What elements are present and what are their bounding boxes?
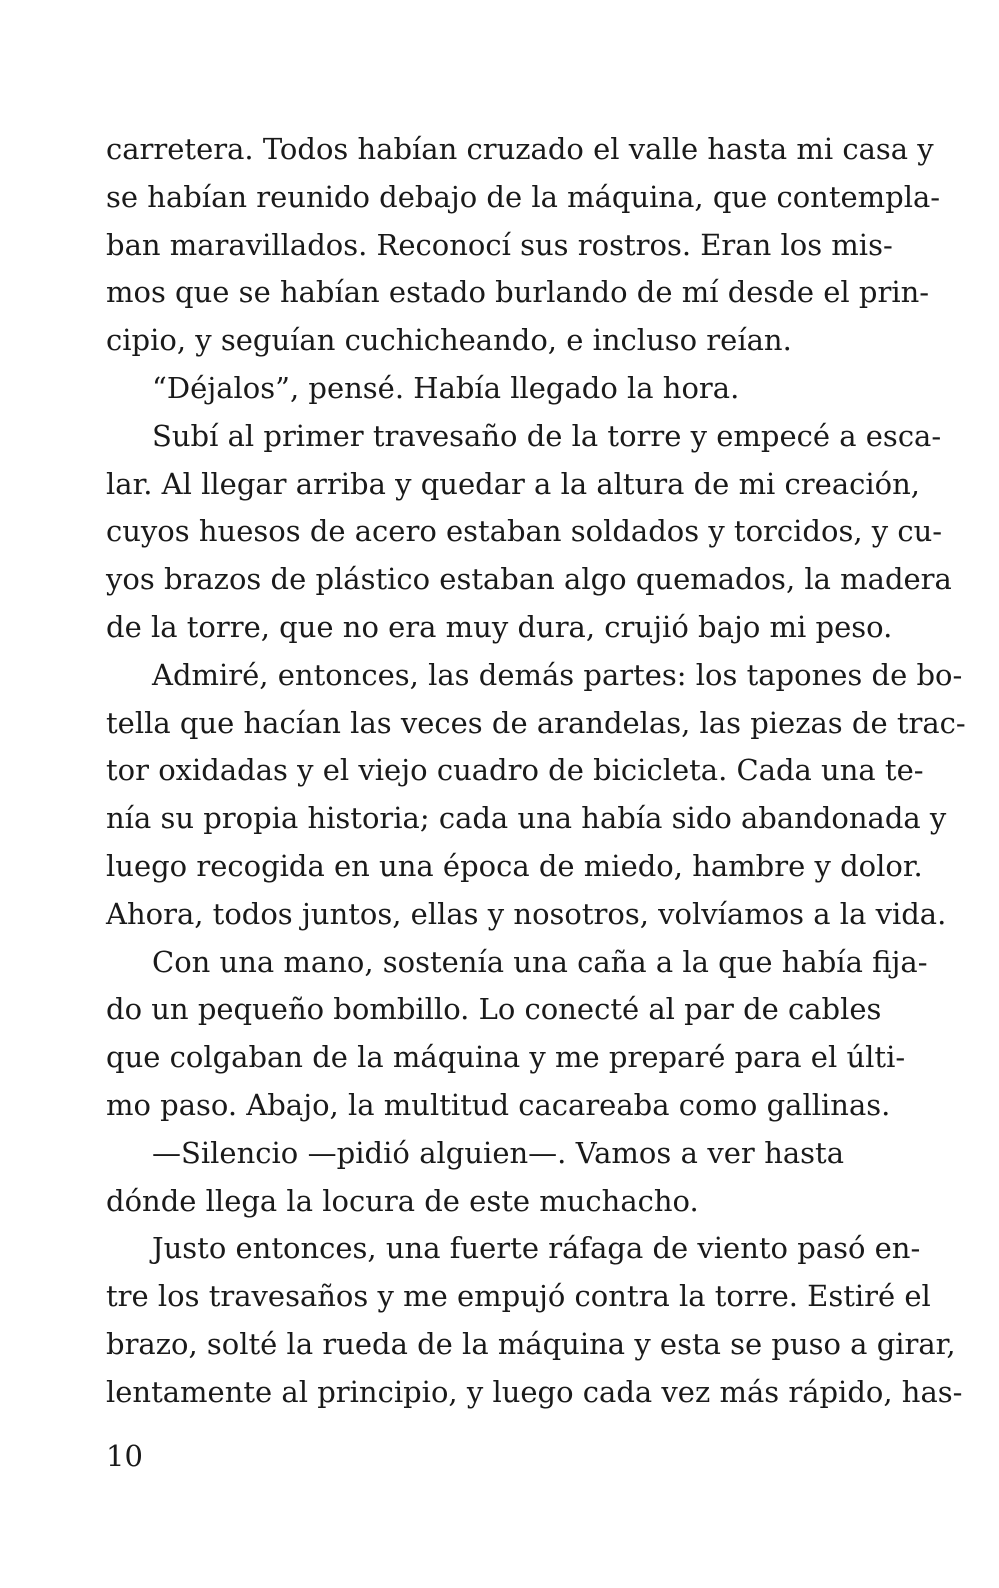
- text-line: Con una mano, sostenía una caña a la que había fija-: [152, 944, 928, 979]
- text-line: mos que se habían estado burlando de mí desde el prin-: [106, 275, 930, 310]
- text-line: yos brazos de plástico estaban algo quemados, la madera: [106, 562, 952, 597]
- text-line: se habían reunido debajo de la máquina, que contempla-: [106, 179, 941, 214]
- text-line: que colgaban de la máquina y me preparé para el últi-: [106, 1040, 906, 1075]
- text-line: lentamente al principio, y luego cada vez más rápido, has-: [106, 1374, 963, 1409]
- paragraph: [106, 413, 952, 652]
- page-number: 10: [106, 1439, 143, 1473]
- text-line: Subí al primer travesaño de la torre y empecé a esca-: [152, 418, 942, 453]
- text-line: Admiré, entonces, las demás partes: los tapones de bo-: [152, 657, 963, 692]
- paragraph: [106, 652, 966, 939]
- text-line: cipio, y seguían cuchicheando, e incluso reían.: [106, 323, 792, 358]
- text-line: mo paso. Abajo, la multitud cacareaba como gallinas.: [106, 1087, 891, 1122]
- text-line: “Déjalos”, pensé. Había llegado la hora.: [152, 370, 740, 405]
- body-text: [106, 126, 966, 1417]
- text-line: lar. Al llegar arriba y quedar a la altura de mi creación,: [106, 466, 920, 501]
- text-line: luego recogida en una época de miedo, hambre y dolor.: [106, 848, 923, 883]
- paragraph: [106, 939, 928, 1130]
- text-line: tella que hacían las veces de arandelas, las piezas de trac-: [106, 705, 966, 740]
- paragraph: [106, 1225, 963, 1416]
- text-line: de la torre, que no era muy dura, crujió bajo mi peso.: [106, 609, 893, 644]
- text-line: tre los travesaños y me empujó contra la torre. Estiré el: [106, 1279, 931, 1314]
- paragraph: [106, 126, 941, 365]
- text-line: ban maravillados. Reconocí sus rostros. Eran los mis-: [106, 227, 893, 262]
- text-line: carretera. Todos habían cruzado el valle hasta mi casa y: [106, 132, 934, 166]
- paragraph: [106, 365, 844, 413]
- text-line: dónde llega la locura de este muchacho.: [106, 1183, 699, 1218]
- text-line: Justo entonces, una fuerte ráfaga de viento pasó en-: [152, 1231, 921, 1266]
- text-line: —Silencio —pidió alguien—. Vamos a ver hasta: [152, 1135, 844, 1170]
- text-line: do un pequeño bombillo. Lo conecté al par de cables: [106, 992, 882, 1027]
- text-line: Ahora, todos juntos, ellas y nosotros, volvíamos a la vida.: [106, 896, 947, 931]
- text-line: cuyos huesos de acero estaban soldados y torcidos, y cu-: [106, 514, 943, 549]
- text-line: tor oxidadas y el viejo cuadro de bicicleta. Cada una te-: [106, 753, 924, 788]
- text-line: brazo, solté la rueda de la máquina y esta se puso a girar,: [106, 1326, 956, 1361]
- text-line: nía su propia historia; cada una había sido abandonada y: [106, 801, 947, 836]
- paragraph: [106, 1130, 844, 1226]
